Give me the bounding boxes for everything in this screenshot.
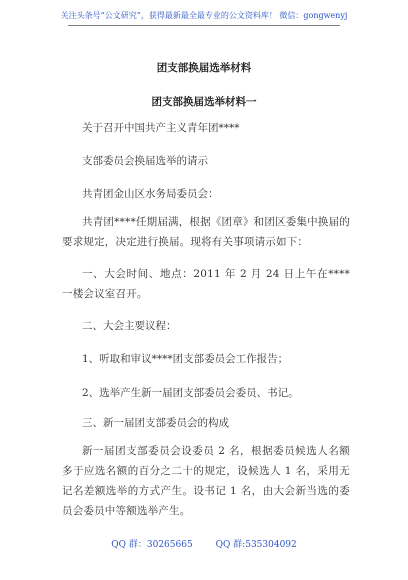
paragraph-agenda-item-2: 2、选举产生新一届团支部委员会委员、书记。	[82, 387, 299, 399]
paragraph-composition-body: 新一届团支部委员会设委员 2 名，根据委员候选人名额多于应选名额的百分之二十的规定，设候选人 1 名，采用无记名差额选举的方式产生。设书记 1 名，由大会新当选的委员会委员中等额选举产生。	[62, 445, 350, 517]
document-title: 团支部换届选举材料	[156, 62, 252, 74]
paragraph-request-title-line2: 支部委员会换届选举的请示	[82, 155, 208, 167]
paragraph-request-title-line1: 关于召开中国共产主义青年团****	[82, 122, 240, 134]
header-divider	[68, 25, 340, 26]
footer-qq-group-1: QQ 群：30265665	[111, 540, 193, 550]
paragraph-intro: 共青团****任期届满，根据《团章》和团区委集中换届的要求规定，决定进行换届。现将有关事项请示如下：	[62, 216, 350, 248]
footer-qq-group-2: QQ 群:535304092	[215, 540, 297, 550]
paragraph-addressee: 共青团金山区水务局委员会：	[82, 188, 219, 200]
document-subtitle: 团支部换届选举材料一	[151, 96, 257, 108]
paragraph-agenda-heading: 二、大会主要议程：	[82, 320, 177, 332]
page-header-notice: 关注头条号“公文研究”，获得最新最全最专业的公文资料库！ 微信：gongwenyj	[60, 11, 348, 20]
paragraph-meeting-time: 一、大会时间、地点：2011 年 2 月 24 日上午在****一楼会议室召开。	[62, 268, 350, 300]
paragraph-composition-heading: 三、新一届团支部委员会的构成	[82, 417, 229, 429]
page-footer	[0, 537, 408, 550]
paragraph-agenda-item-1: 1、听取和审议****团支部委员会工作报告；	[82, 353, 289, 365]
